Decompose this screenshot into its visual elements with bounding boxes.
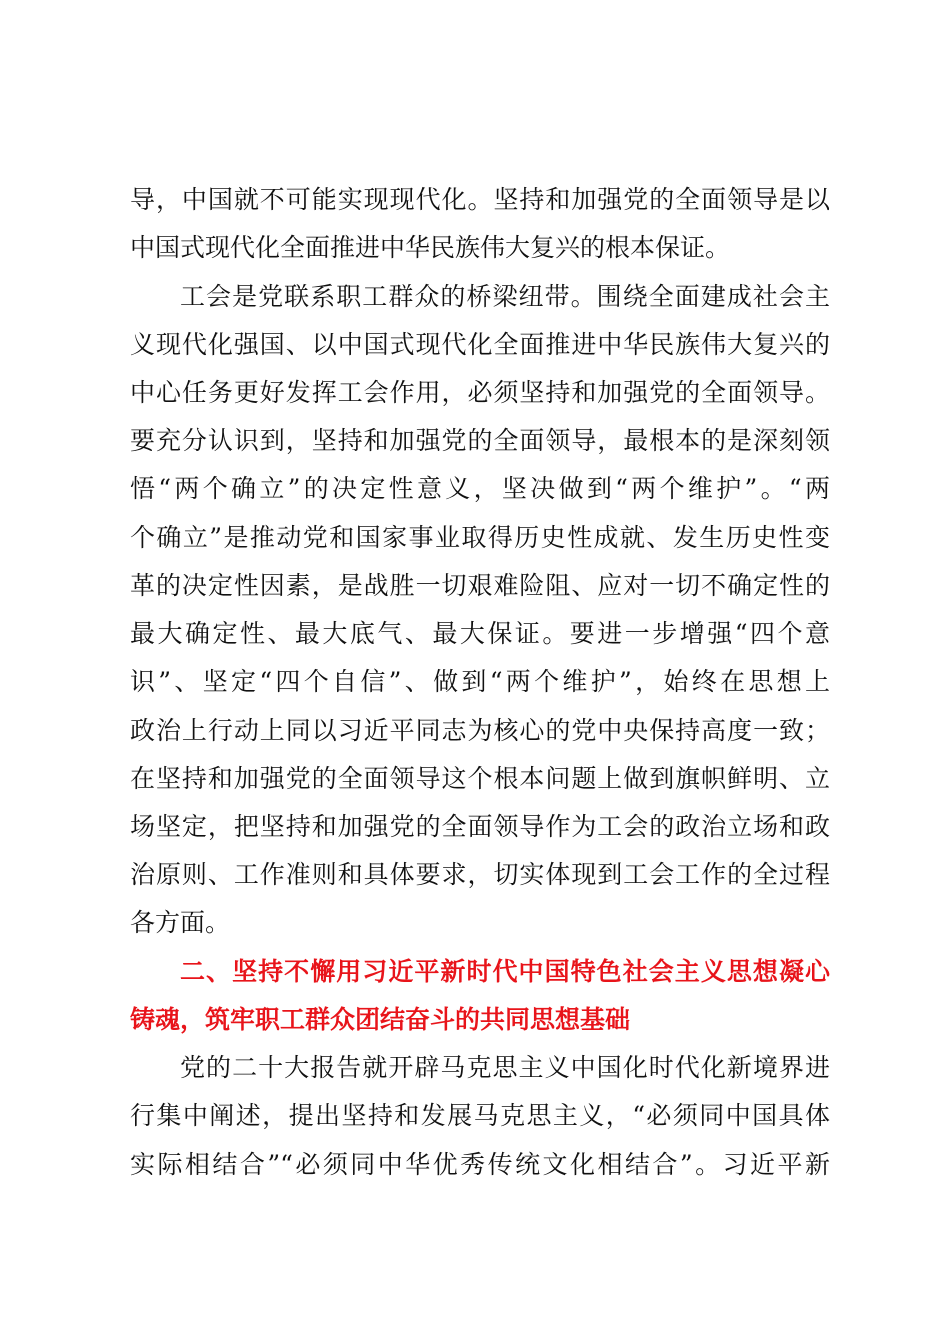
body-text-line: 悟“两个确立”的决定性意义，坚决做到“两个维护”。“两	[130, 474, 830, 503]
body-text-line: 识”、坚定“四个自信”、做到“两个维护”，始终在思想上	[130, 667, 830, 696]
body-text-line: 治原则、工作准则和具体要求，切实体现到工会工作的全过程	[130, 860, 830, 889]
body-text-line: 政治上行动上同以习近平同志为核心的党中央保持高度一致；	[130, 716, 830, 745]
body-text-line: 最大确定性、最大底气、最大保证。要进一步增强“四个意	[130, 619, 830, 648]
body-text-line: 义现代化强国、以中国式现代化全面推进中华民族伟大复兴的	[130, 330, 830, 359]
body-text-line: 个确立”是推动党和国家事业取得历史性成就、发生历史性变	[130, 523, 830, 552]
section-heading-line: 铸魂，筑牢职工群众团结奋斗的共同思想基础	[130, 1005, 631, 1034]
body-text-line: 在坚持和加强党的全面领导这个根本问题上做到旗帜鲜明、立	[130, 764, 830, 793]
body-text-line: 革的决定性因素，是战胜一切艰难险阻、应对一切不确定性的	[130, 571, 830, 600]
body-text-line: 工会是党联系职工群众的桥梁纽带。围绕全面建成社会主	[180, 282, 830, 311]
body-text-line: 中心任务更好发挥工会作用，必须坚持和加强党的全面领导。	[130, 378, 830, 407]
body-text-line: 各方面。	[130, 908, 231, 937]
section-heading-line: 二、坚持不懈用习近平新时代中国特色社会主义思想凝心	[180, 957, 830, 986]
body-text-line: 场坚定，把坚持和加强党的全面领导作为工会的政治立场和政	[130, 812, 830, 841]
body-text-line: 行集中阐述，提出坚持和发展马克思主义，“必须同中国具体	[130, 1101, 830, 1130]
body-text-line: 导，中国就不可能实现现代化。坚持和加强党的全面领导是以	[130, 185, 830, 214]
body-text-line: 实际相结合”“必须同中华优秀传统文化相结合”。习近平新	[130, 1150, 830, 1179]
body-text-line: 党的二十大报告就开辟马克思主义中国化时代化新境界进	[180, 1053, 830, 1082]
body-text-line: 要充分认识到，坚持和加强党的全面领导，最根本的是深刻领	[130, 426, 830, 455]
body-text-line: 中国式现代化全面推进中华民族伟大复兴的根本保证。	[130, 233, 731, 262]
